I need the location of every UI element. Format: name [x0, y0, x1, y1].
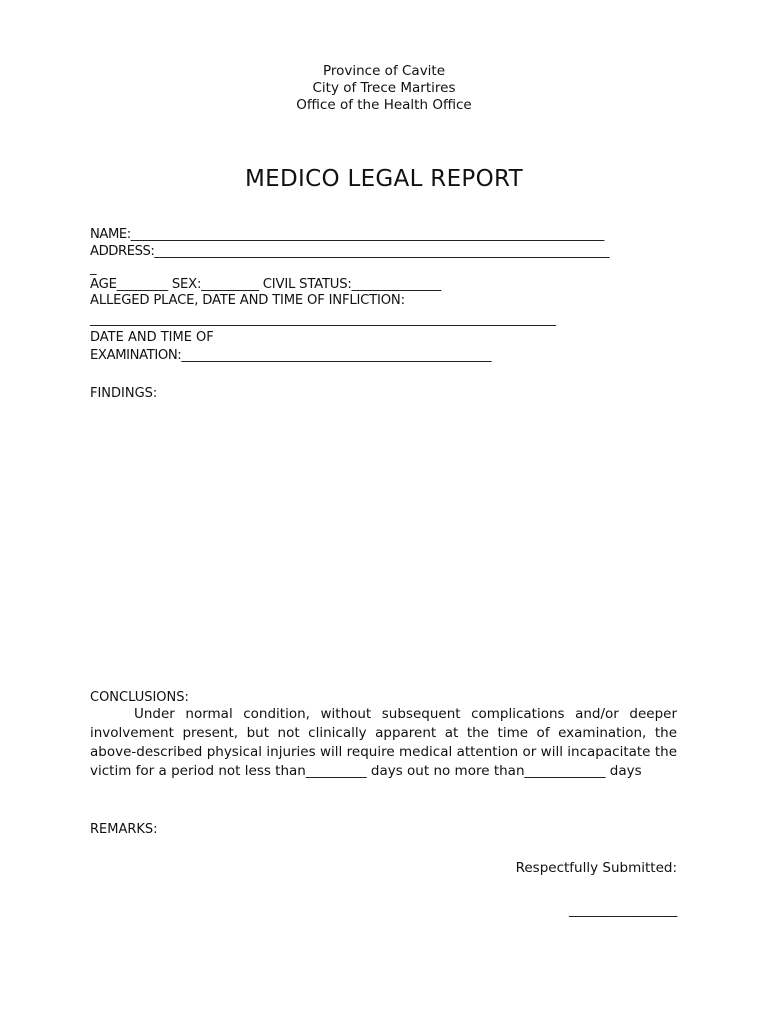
conclusions-text: Under normal condition, without subsequent complications and/or deeper involvement present, but not clinically apparent at the time of examination, the above-described physical injuries will require medical attention or will incapacitate the victim for a period not less than_________ days out no more than____________ days [90, 706, 677, 779]
alleged-infliction-line: _____________________________________________________________________________ [90, 312, 556, 327]
respectfully-submitted: Respectfully Submitted: [515, 860, 677, 876]
name-field: NAME:_____________________________________________________________________________ [90, 227, 604, 242]
findings-label: FINDINGS: [90, 386, 158, 401]
header-province: Province of Cavite [322, 63, 446, 79]
date-time-label: DATE AND TIME OF [90, 330, 214, 345]
conclusions-label: CONCLUSIONS: [90, 690, 189, 705]
address-field-wrap: _ [90, 261, 97, 276]
signature-line: _________________ [569, 902, 677, 918]
age-sex-status-field: AGE________ SEX:_________ CIVIL STATUS:______________ [90, 277, 442, 292]
remarks-label: REMARKS: [90, 822, 158, 837]
examination-field: EXAMINATION:__________________________________________________ [90, 348, 492, 363]
header-city: City of Trece Martires [312, 80, 456, 96]
header-office: Office of the Health Office [296, 97, 472, 113]
conclusions-paragraph [90, 705, 677, 781]
alleged-infliction-label: ALLEGED PLACE, DATE AND TIME OF INFLICTION: [90, 293, 405, 308]
address-field: ADDRESS:__________________________________________________________________________ [90, 244, 610, 259]
page-title: MEDICO LEGAL REPORT [245, 166, 523, 192]
